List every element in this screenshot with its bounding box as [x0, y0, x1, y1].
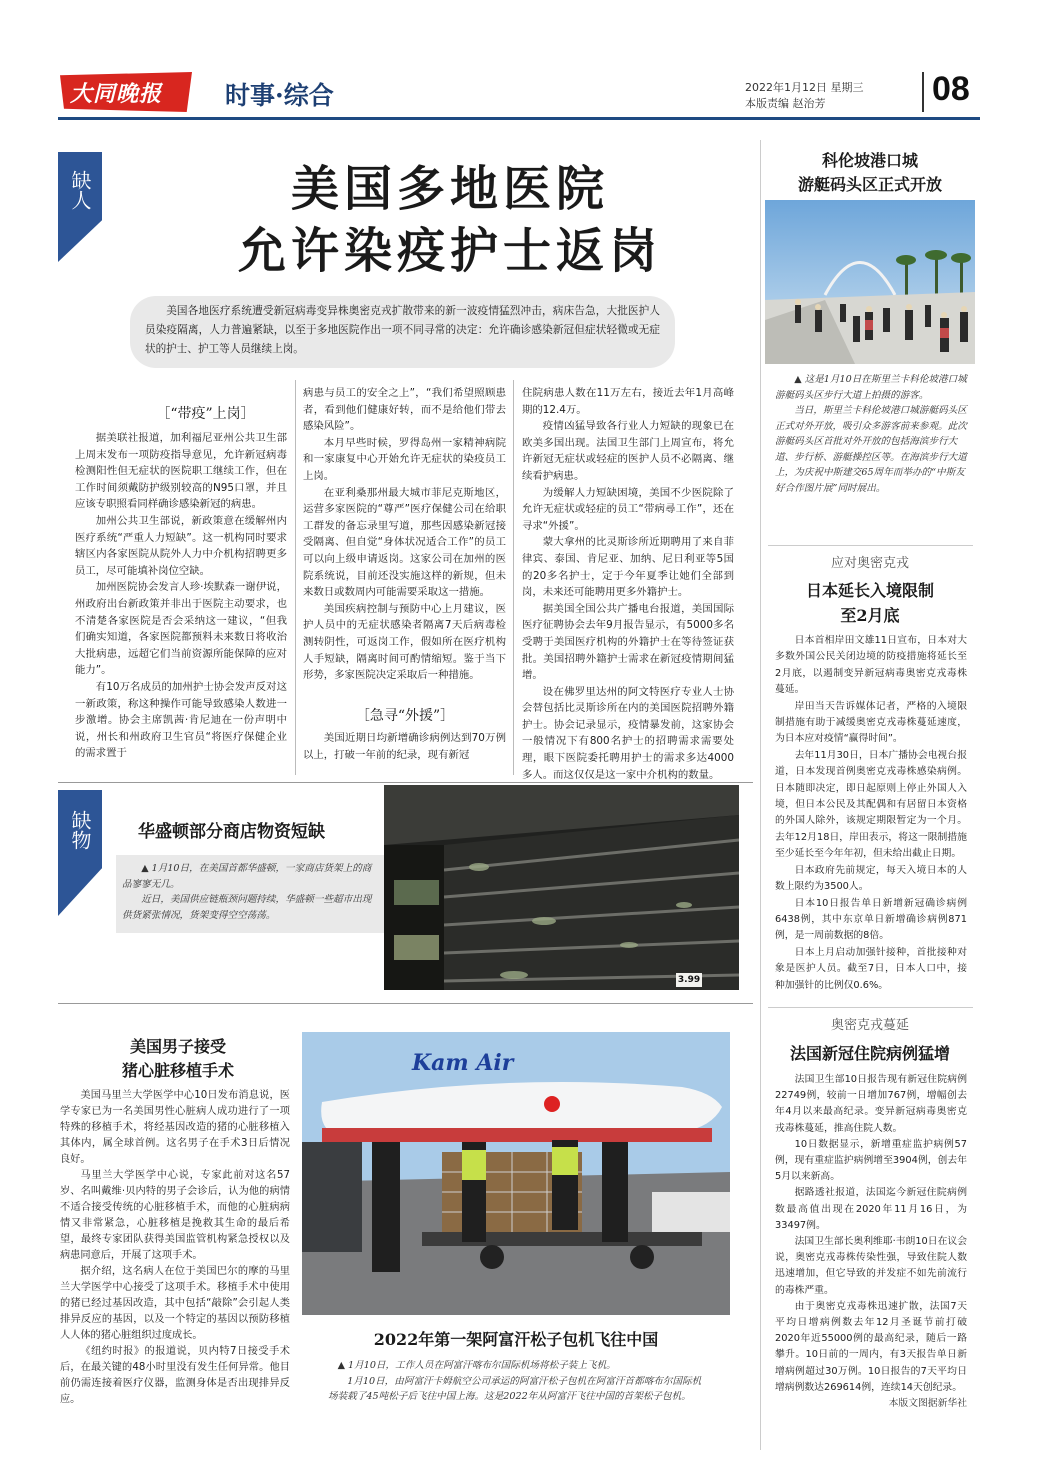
caption-line: 近日，美国供应链瓶颈问题持续，华盛顿一些超市出现供货紧张情况，货架变得空空荡荡。 — [122, 894, 372, 921]
section-divider — [58, 1003, 753, 1004]
page-editor: 本版责编 赵治芳 — [745, 97, 826, 110]
paragraph: 马里兰大学医学中心说，专家此前对这名57岁、名叫戴维·贝内特的男子会诊后，认为他的病情不适合接受传统的心脏移植手术，而他的心脏病病情又非常紧急，心脏移植是挽救其生命的最后希望，最终专家团队获得美国监管机构紧急授权以及病患同意后，开展了这项手术。 — [60, 1170, 290, 1261]
section-tag-text: 缺物 — [68, 810, 92, 850]
paragraph: 日本上月启动加强针接种，首批接种对象是医护人员。截至7日，日本人口中，接种加强针的比例仅0.6%。 — [775, 946, 967, 991]
lead-paragraph: 美国各地医疗系统遭受新冠病毒变异株奥密克戎扩散带来的新一波疫情猛烈冲击，病床告急，大批医护人员染疫隔离，人力普遍紧缺，以至于多地医院作出一项不同寻常的决定：允许确诊感染新冠但症状轻微或无症状的护士、护工等人员继续上岗。 — [145, 305, 660, 355]
main-col3 — [522, 385, 734, 783]
caption-line: ▲ 这是1月10日在斯里兰卡科伦坡港口城游艇码头区步行大道上拍摄的游客。 — [775, 374, 967, 401]
france-body — [775, 1072, 967, 1412]
japan-body — [775, 633, 967, 994]
paragraph: 据介绍，这名病人在位于美国巴尔的摩的马里兰大学医学中心接受了这项手术。移植手术中使用的猪已经过基因改造，其中包括“敲除”会引起人类排异反应的基因，以及一个特定的基因以预防移植人人体的猪心脏组织过度成长。 — [60, 1266, 290, 1341]
airline-livery: Kam Air — [412, 1050, 514, 1076]
section-tag-text: 缺人 — [68, 170, 92, 210]
column-divider — [513, 380, 514, 775]
japan-title-line2: 至2月底 — [840, 606, 900, 625]
kamair-photo — [302, 1032, 730, 1315]
section-divider — [58, 782, 753, 783]
main-col1 — [75, 430, 287, 762]
header-rule — [58, 117, 980, 120]
colombo-marina-photo — [765, 200, 975, 364]
section-title: 时事·综合 — [225, 81, 334, 110]
paragraph: 据美国全国公共广播电台报道，美国国际医疗征聘协会去年9月报告显示，有5000多名受聘于美国医疗机构的外籍护士在等待签证获批。美国招聘外籍护士需求在新冠疫情期间猛增。 — [522, 602, 734, 682]
subhead-working-while-infected: ［“带疫”上岗］ — [156, 406, 255, 422]
issue-date: 2022年1月12日 星期三 — [745, 81, 864, 94]
paragraph: 10日数据显示，新增重症监护病例57例，现有重症监护病例增至3904例，创去年5月以来新高。 — [775, 1138, 967, 1183]
photo-credit: 本版文图据新华社 — [888, 1398, 967, 1410]
shortage-title: 华盛顿部分商店物资短缺 — [138, 822, 325, 842]
section-tag-shortage-goods — [58, 790, 102, 916]
paragraph: 《纽约时报》的报道说，贝内特7日接受手术后，在最关键的48小时里没有发生任何异常。他目前仍需连接着医疗仪器，监测身体是否出现排异反应。 — [60, 1346, 290, 1405]
paragraph: 加州公共卫生部说，新政策意在缓解州内医疗系统“严重人力短缺”。这一机构同时要求辖区内各家医院从院外人力中介机构招聘更多员工，尽可能填补岗位空缺。 — [75, 514, 287, 577]
paragraph: 疫情凶猛导致各行业人力短缺的现象已在欧美多国出现。法国卫生部门上周宣布，将允许新冠无症状或轻症的医护人员不必隔离、继续看护病患。 — [522, 420, 734, 482]
paragraph: 法国卫生部10日报告现有新冠住院病例22749例，较前一日增加767例，增幅创去年4月以来最高纪录。变异新冠病毒奥密克戎毒株蔓延，推高住院人数。 — [775, 1074, 967, 1134]
heart-body — [60, 1088, 290, 1408]
heart-title-line2: 猪心脏移植手术 — [121, 1061, 234, 1080]
marina-illustration — [765, 200, 975, 364]
paragraph: 蒙大拿州的比灵斯诊所近期聘用了来自菲律宾、泰国、肯尼亚、加纳、尼日利亚等5国的20多名护士，定于今年夏季让她们全部到岗，未来还可能聘用更多外籍护士。 — [522, 536, 734, 599]
main-col2 — [303, 385, 506, 684]
column-divider-right — [760, 140, 761, 1450]
paragraph: 有10万名成员的加州护士协会发声反对这一新政策，称这种操作可能导致感染人数进一步激增。协会主席凯茜·肯尼迪在一份声明中说，州长和州政府卫生官员“将医疗保健企业的需求置于 — [75, 680, 287, 760]
column-divider — [295, 380, 296, 775]
paragraph: 由于奥密克戎毒株迅速扩散，法国7天平均日增病例数去年12月圣诞节前打破2020年近55000例的最高纪录，随后一路攀升。10日前的一周内，有3天报告单日新增病例超过30万例。10日报告的7天平均日增病例数达269614例，连续14天创纪录。 — [775, 1300, 967, 1393]
caption-line: 当日，斯里兰卡科伦坡港口城游艇码头区正式对外开放，吸引众多游客前来参观。此次游艇码头区首批对外开放的包括海滨步行大道、步行桥、游艇操控区等。在海滨步行大道上，为庆祝中斯建交65周年而举办的“中斯友好合作图片展”同时展出。 — [775, 405, 967, 494]
paragraph: 日本政府先前规定，每天入境日本的人数上限约为3500人。 — [775, 864, 967, 893]
paragraph: 法国卫生部长奥利维耶·韦朗10日在议会说，奥密克戎毒株传染性强，导致住院人数迅速增加，但它导致的并发症不如先前流行的毒株严重。 — [775, 1236, 967, 1296]
main-col2-bottom — [303, 730, 506, 763]
shelves-illustration — [384, 785, 739, 990]
paragraph: 美国马里兰大学医学中心10日发布消息说，医学专家已为一名美国男性心脏病人成功进行了一项特殊的移植手术，将经基因改造的猪的心脏移植入其体内，属全球首例。这名男子在手术3日后情况良好。 — [60, 1090, 290, 1165]
paragraph: 据路透社报道，法国迄今新冠住院病例数最高值出现在2020年11月16日，为33497例。 — [775, 1187, 967, 1231]
france-kicker: 奥密克戎蔓延 — [830, 1018, 909, 1033]
cargo-loading-illustration — [302, 1032, 730, 1315]
main-headline-line2: 允许染疫护士返岗 — [237, 223, 662, 279]
paragraph: 为缓解人力短缺困境，美国不少医院除了允许无症状或轻症的员工“带病尋工作”，还在寻求“外援”。 — [522, 486, 734, 532]
paragraph: 加州医院协会发言人珍·埃默森一谢伊说，州政府出台新政策并非出于医院主动要求，也不清楚各家医院是否会采纳这一建议，“但我们确实知道，各家医院都预料未来数日将收治大批病患，远超它们当前资源所能保障的应对能力”。 — [75, 581, 287, 677]
paragraph: 病患与员工的安全之上”，“我们希望照顾患者，看到他们健康好转，而不是给他们带去感染风险”。 — [303, 387, 506, 433]
page-number: 08 — [932, 70, 970, 108]
caption-line: ▲ 1月10日，在美国首都华盛顿，一家商店货架上的商品寥寥无几。 — [122, 863, 372, 890]
colombo-title-line1: 科伦坡港口城 — [821, 151, 918, 170]
japan-kicker: 应对奥密克戎 — [830, 556, 909, 571]
main-headline-line1: 美国多地医院 — [290, 161, 609, 217]
heart-title-line1: 美国男子接受 — [129, 1037, 226, 1056]
colombo-caption — [775, 372, 967, 496]
paragraph: 去年11月30日，日本广播协会电视台报道，日本发现首例奥密克戎毒株感染病例。日本随即决定，即日起原则上停止外国人入境，但日本公民及其配偶和有居留日本资格的外国人除外，该规定期限暂定为一个月。去年12月18日，岸田表示，将这一限制措施至少延长至今年年初，但未给出截止日期。 — [775, 749, 967, 860]
paragraph: 设在佛罗里达州的阿文特医疗专业人士协会替包括比灵斯诊所在内的美国医院招聘外籍护士。协会记录显示，疫情暴发前，这家协会一般情况下有800名护士的招聘需求需要处理，眼下医院委托聘用护士的需求多达4000多人。而这仅仅是这一家中介机构的数量。 — [522, 685, 734, 781]
caption-line: ▲ 1月10日，工作人员在阿富汗喀布尔国际机场将松子装上飞机。 — [337, 1360, 616, 1371]
section-divider — [768, 545, 973, 546]
caption-line: 1月10日，由阿富汗卡姆航空公司承运的阿富汗松子包机在阿富汗首都喀布尔国际机场装载了45吨松子后飞往中国上海。这是2022年从阿富汗飞往中国的首架松子包机。 — [328, 1375, 702, 1402]
paragraph: 在亚利桑那州最大城市菲尼克斯地区，运营多家医院的“尊严”医疗保健公司在给职工群发的备忘录里写道，那些因感染新冠接受隔离、但自觉“身体状况适合工作”的员工可以向上级申请返岗。这家公司在加州的医院系统说，目前还没实施这样的新规，但未来数日或数周内可能需要采取这一措施。 — [303, 486, 506, 599]
kamair-title: 2022年第一架阿富汗松子包机飞往中国 — [373, 1330, 659, 1349]
subhead-seeking-help: ［急寻“外援”］ — [355, 708, 455, 724]
masthead-logo-text: 大同晚报 — [70, 81, 163, 107]
price-tag: 3.99 — [677, 975, 701, 985]
paragraph: 本月早些时候，罗得岛州一家精神病院和一家康复中心开始允许无症状的染疫员工上岗。 — [303, 436, 506, 482]
kamair-caption — [328, 1358, 708, 1405]
paragraph: 住院病患人数在11万左右，接近去年1月高峰期的12.4万。 — [522, 387, 734, 416]
paragraph: 日本首相岸田文雄11日宣布，日本对大多数外国公民关闭边境的防疫措施将延长至2月底，以遏制变异新冠病毒奥密克戎毒株蔓延。 — [775, 635, 967, 696]
section-divider — [768, 1007, 973, 1008]
paragraph: 据美联社报道，加利福尼亚州公共卫生部上周末发布一项防疫指导意见，允许新冠病毒检测阳性但无症状的医院职工继续工作，但在工作时间须戴防护级别较高的N95口罩，并且应该专职照看同样确诊感染新冠的病患。 — [75, 432, 287, 511]
paragraph: 岸田当天告诉媒体记者，严格的入境限制措施有助于减缓奥密克戎毒株蔓延速度，为日本应对疫情“赢得时间”。 — [775, 700, 967, 745]
colombo-title-line2: 游艇码头区正式开放 — [797, 175, 942, 194]
paragraph: 美国近期日均新增确诊病例达到70万例以上，打破一年前的纪录，现有新冠 — [303, 732, 506, 761]
france-title: 法国新冠住院病例猛增 — [789, 1044, 950, 1063]
paragraph: 日本10日报告单日新增新冠确诊病例6438例，其中东京单日新增确诊病例871例，是一周前数据的8倍。 — [775, 897, 967, 942]
empty-shelves-photo — [384, 785, 739, 990]
paragraph: 美国疾病控制与预防中心上月建议，医护人员中的无症状感染者隔离7天后病毒检测转阴性，可返岗工作，假如所在医疗机构人手短缺，隔离时间可酌情缩短。鉴于当下形势，多家医院决定采取后一种措施。 — [303, 602, 506, 682]
shortage-caption — [122, 861, 378, 923]
japan-title-line1: 日本延长入境限制 — [805, 581, 934, 600]
header-divider — [922, 72, 924, 112]
